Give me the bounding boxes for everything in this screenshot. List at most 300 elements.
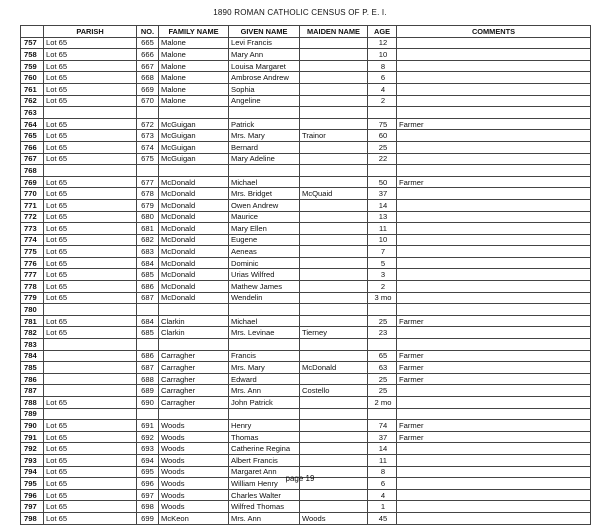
cell-age: 63 xyxy=(368,362,397,374)
cell-family-name: McGuigan xyxy=(159,118,229,130)
cell-row-number: 779 xyxy=(21,292,44,304)
cell-parish: Lot 65 xyxy=(44,466,137,478)
cell-parish: Lot 65 xyxy=(44,95,137,107)
cell-given-name: Urias Wilfred xyxy=(229,269,300,281)
cell-given-name: Mary Ellen xyxy=(229,223,300,235)
cell-age: 37 xyxy=(368,188,397,200)
cell-parish xyxy=(44,408,137,420)
cell-family-name: Malone xyxy=(159,37,229,49)
cell-given-name xyxy=(229,408,300,420)
cell-given-name: Mrs. Levinae xyxy=(229,327,300,339)
cell-given-name: Maurice xyxy=(229,211,300,223)
cell-given-name: Mary Adeline xyxy=(229,153,300,165)
cell-comments xyxy=(397,327,591,339)
cell-maiden-name xyxy=(300,107,368,119)
cell-comments: Farmer xyxy=(397,431,591,443)
cell-given-name: Michael xyxy=(229,176,300,188)
cell-record-no: 696 xyxy=(137,478,159,490)
cell-age: 50 xyxy=(368,176,397,188)
cell-row-number: 764 xyxy=(21,118,44,130)
cell-record-no: 672 xyxy=(137,118,159,130)
cell-comments xyxy=(397,339,591,351)
cell-age: 2 mo xyxy=(368,397,397,409)
col-header-no: NO. xyxy=(137,26,159,38)
col-header-given-name: GIVEN NAME xyxy=(229,26,300,38)
table-row xyxy=(21,141,591,153)
cell-comments: Farmer xyxy=(397,118,591,130)
cell-maiden-name xyxy=(300,199,368,211)
cell-family-name: Woods xyxy=(159,478,229,490)
cell-age: 14 xyxy=(368,199,397,211)
cell-record-no: 684 xyxy=(137,315,159,327)
cell-age xyxy=(368,304,397,316)
cell-parish: Lot 65 xyxy=(44,141,137,153)
cell-maiden-name xyxy=(300,246,368,258)
cell-row-number: 769 xyxy=(21,176,44,188)
cell-given-name: Edward xyxy=(229,373,300,385)
cell-maiden-name xyxy=(300,223,368,235)
cell-maiden-name xyxy=(300,153,368,165)
cell-family-name xyxy=(159,165,229,177)
cell-row-number: 782 xyxy=(21,327,44,339)
cell-family-name: Carragher xyxy=(159,397,229,409)
cell-row-number: 768 xyxy=(21,165,44,177)
cell-record-no xyxy=(137,107,159,119)
cell-row-number: 796 xyxy=(21,489,44,501)
cell-given-name: William Henry xyxy=(229,478,300,490)
cell-comments: Farmer xyxy=(397,420,591,432)
cell-row-number: 781 xyxy=(21,315,44,327)
cell-family-name: McDonald xyxy=(159,269,229,281)
cell-age: 3 xyxy=(368,269,397,281)
cell-parish: Lot 65 xyxy=(44,199,137,211)
cell-comments xyxy=(397,454,591,466)
cell-parish: Lot 65 xyxy=(44,431,137,443)
cell-row-number: 792 xyxy=(21,443,44,455)
cell-row-number: 761 xyxy=(21,83,44,95)
cell-given-name: Eugene xyxy=(229,234,300,246)
table-row xyxy=(21,420,591,432)
cell-comments: Farmer xyxy=(397,315,591,327)
cell-given-name: Margaret Ann xyxy=(229,466,300,478)
cell-maiden-name xyxy=(300,176,368,188)
cell-row-number: 775 xyxy=(21,246,44,258)
cell-family-name: McDonald xyxy=(159,211,229,223)
cell-given-name xyxy=(229,339,300,351)
table-row xyxy=(21,199,591,211)
cell-record-no: 669 xyxy=(137,83,159,95)
cell-record-no: 682 xyxy=(137,234,159,246)
table-row xyxy=(21,72,591,84)
cell-row-number: 771 xyxy=(21,199,44,211)
cell-family-name: McGuigan xyxy=(159,130,229,142)
cell-comments xyxy=(397,141,591,153)
cell-family-name xyxy=(159,107,229,119)
cell-age xyxy=(368,107,397,119)
cell-row-number: 757 xyxy=(21,37,44,49)
cell-row-number: 765 xyxy=(21,130,44,142)
cell-maiden-name xyxy=(300,431,368,443)
cell-given-name: Dominic xyxy=(229,257,300,269)
cell-comments: Farmer xyxy=(397,350,591,362)
cell-parish: Lot 65 xyxy=(44,153,137,165)
table-row xyxy=(21,373,591,385)
cell-row-number: 780 xyxy=(21,304,44,316)
cell-age: 45 xyxy=(368,512,397,524)
cell-family-name: Clarkin xyxy=(159,327,229,339)
cell-record-no: 698 xyxy=(137,501,159,513)
cell-given-name: Wendelin xyxy=(229,292,300,304)
cell-given-name: Mrs. Bridget xyxy=(229,188,300,200)
table-row xyxy=(21,431,591,443)
cell-comments xyxy=(397,281,591,293)
cell-parish: Lot 65 xyxy=(44,443,137,455)
cell-family-name xyxy=(159,304,229,316)
cell-comments: Farmer xyxy=(397,373,591,385)
cell-parish: Lot 65 xyxy=(44,118,137,130)
cell-record-no: 687 xyxy=(137,362,159,374)
table-row xyxy=(21,176,591,188)
cell-record-no: 685 xyxy=(137,269,159,281)
cell-family-name: Malone xyxy=(159,60,229,72)
cell-family-name: Woods xyxy=(159,420,229,432)
cell-age: 11 xyxy=(368,223,397,235)
cell-row-number: 788 xyxy=(21,397,44,409)
cell-comments xyxy=(397,95,591,107)
cell-age: 25 xyxy=(368,141,397,153)
cell-record-no: 668 xyxy=(137,72,159,84)
cell-age xyxy=(368,339,397,351)
cell-record-no: 691 xyxy=(137,420,159,432)
cell-parish: Lot 65 xyxy=(44,478,137,490)
cell-record-no: 687 xyxy=(137,292,159,304)
cell-row-number: 776 xyxy=(21,257,44,269)
cell-row-number: 767 xyxy=(21,153,44,165)
cell-parish: Lot 65 xyxy=(44,246,137,258)
cell-given-name xyxy=(229,165,300,177)
cell-comments xyxy=(397,385,591,397)
cell-given-name: Angeline xyxy=(229,95,300,107)
cell-maiden-name xyxy=(300,95,368,107)
cell-comments xyxy=(397,107,591,119)
cell-maiden-name xyxy=(300,443,368,455)
table-row xyxy=(21,315,591,327)
table-row xyxy=(21,385,591,397)
table-row xyxy=(21,501,591,513)
cell-family-name: Woods xyxy=(159,501,229,513)
cell-given-name: Sophia xyxy=(229,83,300,95)
cell-parish: Lot 65 xyxy=(44,176,137,188)
cell-given-name: Wilfred Thomas xyxy=(229,501,300,513)
cell-family-name: McDonald xyxy=(159,234,229,246)
cell-row-number: 774 xyxy=(21,234,44,246)
cell-age: 8 xyxy=(368,466,397,478)
cell-maiden-name xyxy=(300,304,368,316)
table-row xyxy=(21,130,591,142)
cell-age: 1 xyxy=(368,501,397,513)
cell-comments xyxy=(397,60,591,72)
cell-row-number: 759 xyxy=(21,60,44,72)
cell-family-name xyxy=(159,408,229,420)
cell-comments xyxy=(397,83,591,95)
cell-row-number: 789 xyxy=(21,408,44,420)
cell-family-name: Woods xyxy=(159,431,229,443)
cell-family-name: McDonald xyxy=(159,223,229,235)
cell-record-no: 694 xyxy=(137,454,159,466)
table-row xyxy=(21,107,591,119)
cell-family-name: Woods xyxy=(159,466,229,478)
cell-maiden-name: Trainor xyxy=(300,130,368,142)
cell-family-name: McDonald xyxy=(159,292,229,304)
table-row xyxy=(21,211,591,223)
cell-row-number: 758 xyxy=(21,49,44,61)
cell-comments xyxy=(397,234,591,246)
cell-family-name: McDonald xyxy=(159,176,229,188)
cell-record-no: 667 xyxy=(137,60,159,72)
cell-record-no: 665 xyxy=(137,37,159,49)
cell-comments xyxy=(397,130,591,142)
cell-comments xyxy=(397,165,591,177)
cell-age: 11 xyxy=(368,454,397,466)
cell-record-no xyxy=(137,304,159,316)
cell-family-name: Woods xyxy=(159,454,229,466)
cell-row-number: 784 xyxy=(21,350,44,362)
cell-parish: Lot 65 xyxy=(44,49,137,61)
cell-record-no: 678 xyxy=(137,188,159,200)
cell-comments xyxy=(397,211,591,223)
cell-comments: Farmer xyxy=(397,176,591,188)
cell-age: 65 xyxy=(368,350,397,362)
cell-parish xyxy=(44,304,137,316)
cell-row-number: 785 xyxy=(21,362,44,374)
cell-comments xyxy=(397,153,591,165)
cell-parish: Lot 65 xyxy=(44,257,137,269)
census-body xyxy=(21,37,591,524)
cell-age xyxy=(368,165,397,177)
cell-age: 4 xyxy=(368,489,397,501)
cell-record-no: 683 xyxy=(137,246,159,258)
cell-comments xyxy=(397,199,591,211)
cell-parish xyxy=(44,385,137,397)
cell-age: 2 xyxy=(368,95,397,107)
cell-age: 14 xyxy=(368,443,397,455)
cell-given-name: Thomas xyxy=(229,431,300,443)
cell-family-name: McDonald xyxy=(159,199,229,211)
cell-parish: Lot 65 xyxy=(44,211,137,223)
cell-record-no xyxy=(137,408,159,420)
cell-age: 6 xyxy=(368,478,397,490)
cell-row-number: 786 xyxy=(21,373,44,385)
cell-row-number: 773 xyxy=(21,223,44,235)
cell-family-name: Woods xyxy=(159,489,229,501)
cell-row-number: 791 xyxy=(21,431,44,443)
cell-comments xyxy=(397,37,591,49)
cell-given-name: Mary Ann xyxy=(229,49,300,61)
table-row xyxy=(21,60,591,72)
table-row xyxy=(21,512,591,524)
cell-given-name: Henry xyxy=(229,420,300,432)
cell-parish xyxy=(44,339,137,351)
cell-parish: Lot 65 xyxy=(44,397,137,409)
cell-maiden-name: McDonald xyxy=(300,362,368,374)
col-header-comments: COMMENTS xyxy=(397,26,591,38)
cell-comments xyxy=(397,257,591,269)
cell-given-name: Mrs. Mary xyxy=(229,362,300,374)
cell-record-no: 697 xyxy=(137,489,159,501)
cell-age xyxy=(368,408,397,420)
cell-record-no: 686 xyxy=(137,350,159,362)
cell-record-no: 675 xyxy=(137,153,159,165)
cell-maiden-name: Tierney xyxy=(300,327,368,339)
cell-maiden-name xyxy=(300,72,368,84)
table-row xyxy=(21,292,591,304)
cell-family-name: Malone xyxy=(159,95,229,107)
cell-age: 10 xyxy=(368,49,397,61)
cell-maiden-name xyxy=(300,141,368,153)
cell-family-name: McGuigan xyxy=(159,153,229,165)
cell-age: 37 xyxy=(368,431,397,443)
table-row xyxy=(21,246,591,258)
cell-family-name: McDonald xyxy=(159,257,229,269)
cell-family-name: Carragher xyxy=(159,362,229,374)
cell-parish: Lot 65 xyxy=(44,315,137,327)
cell-record-no: 680 xyxy=(137,211,159,223)
cell-comments xyxy=(397,49,591,61)
cell-parish xyxy=(44,165,137,177)
table-row xyxy=(21,327,591,339)
table-row xyxy=(21,188,591,200)
cell-parish: Lot 65 xyxy=(44,454,137,466)
cell-parish: Lot 65 xyxy=(44,501,137,513)
cell-family-name: Clarkin xyxy=(159,315,229,327)
cell-parish: Lot 65 xyxy=(44,60,137,72)
cell-age: 75 xyxy=(368,118,397,130)
cell-record-no: 686 xyxy=(137,281,159,293)
cell-row-number: 766 xyxy=(21,141,44,153)
cell-record-no: 674 xyxy=(137,141,159,153)
cell-maiden-name: McQuaid xyxy=(300,188,368,200)
cell-row-number: 777 xyxy=(21,269,44,281)
col-header-parish: PARISH xyxy=(44,26,137,38)
cell-row-number: 762 xyxy=(21,95,44,107)
table-row xyxy=(21,153,591,165)
cell-comments: Farmer xyxy=(397,362,591,374)
cell-family-name: Malone xyxy=(159,72,229,84)
cell-age: 13 xyxy=(368,211,397,223)
cell-parish: Lot 65 xyxy=(44,72,137,84)
cell-record-no: 679 xyxy=(137,199,159,211)
cell-comments xyxy=(397,223,591,235)
cell-family-name: Carragher xyxy=(159,350,229,362)
cell-age: 25 xyxy=(368,373,397,385)
cell-age: 12 xyxy=(368,37,397,49)
cell-row-number: 793 xyxy=(21,454,44,466)
cell-row-number: 760 xyxy=(21,72,44,84)
cell-row-number: 795 xyxy=(21,478,44,490)
cell-row-number: 798 xyxy=(21,512,44,524)
cell-maiden-name xyxy=(300,292,368,304)
cell-parish: Lot 65 xyxy=(44,188,137,200)
cell-maiden-name xyxy=(300,165,368,177)
cell-record-no: 670 xyxy=(137,95,159,107)
cell-record-no: 677 xyxy=(137,176,159,188)
table-row xyxy=(21,362,591,374)
col-header-age: AGE xyxy=(368,26,397,38)
cell-comments xyxy=(397,188,591,200)
cell-parish xyxy=(44,350,137,362)
cell-maiden-name xyxy=(300,281,368,293)
cell-given-name: Mrs. Ann xyxy=(229,385,300,397)
cell-given-name: Louisa Margaret xyxy=(229,60,300,72)
cell-record-no: 685 xyxy=(137,327,159,339)
cell-age: 5 xyxy=(368,257,397,269)
cell-family-name: Malone xyxy=(159,49,229,61)
cell-parish: Lot 65 xyxy=(44,269,137,281)
cell-row-number: 770 xyxy=(21,188,44,200)
table-row xyxy=(21,95,591,107)
cell-comments xyxy=(397,408,591,420)
cell-age: 8 xyxy=(368,60,397,72)
cell-maiden-name xyxy=(300,501,368,513)
table-row xyxy=(21,223,591,235)
cell-maiden-name xyxy=(300,83,368,95)
col-header-row-number xyxy=(21,26,44,38)
cell-parish: Lot 65 xyxy=(44,234,137,246)
cell-age: 7 xyxy=(368,246,397,258)
table-row xyxy=(21,83,591,95)
cell-given-name xyxy=(229,107,300,119)
cell-given-name xyxy=(229,304,300,316)
cell-given-name: Mrs. Mary xyxy=(229,130,300,142)
cell-maiden-name xyxy=(300,350,368,362)
cell-family-name: McDonald xyxy=(159,188,229,200)
cell-given-name: Catherine Regina xyxy=(229,443,300,455)
cell-maiden-name xyxy=(300,339,368,351)
cell-family-name: McGuigan xyxy=(159,141,229,153)
cell-age: 2 xyxy=(368,281,397,293)
cell-given-name: Aeneas xyxy=(229,246,300,258)
cell-family-name: Carragher xyxy=(159,385,229,397)
col-header-family-name: FAMILY NAME xyxy=(159,26,229,38)
cell-record-no xyxy=(137,339,159,351)
cell-row-number: 794 xyxy=(21,466,44,478)
page-number: page 19 xyxy=(285,474,315,483)
cell-age: 4 xyxy=(368,83,397,95)
table-row xyxy=(21,37,591,49)
cell-parish: Lot 65 xyxy=(44,327,137,339)
cell-age: 3 mo xyxy=(368,292,397,304)
cell-maiden-name xyxy=(300,454,368,466)
table-row xyxy=(21,118,591,130)
cell-comments xyxy=(397,443,591,455)
cell-given-name: John Patrick xyxy=(229,397,300,409)
cell-maiden-name xyxy=(300,234,368,246)
page-title: 1890 ROMAN CATHOLIC CENSUS OF P. E. I. xyxy=(213,8,387,17)
cell-parish: Lot 65 xyxy=(44,281,137,293)
cell-age: 25 xyxy=(368,385,397,397)
table-row xyxy=(21,304,591,316)
cell-row-number: 797 xyxy=(21,501,44,513)
cell-maiden-name xyxy=(300,397,368,409)
cell-family-name: Malone xyxy=(159,83,229,95)
cell-family-name: Carragher xyxy=(159,373,229,385)
cell-parish: Lot 65 xyxy=(44,83,137,95)
cell-comments xyxy=(397,246,591,258)
cell-record-no: 681 xyxy=(137,223,159,235)
cell-row-number: 790 xyxy=(21,420,44,432)
cell-parish: Lot 65 xyxy=(44,223,137,235)
table-row xyxy=(21,350,591,362)
